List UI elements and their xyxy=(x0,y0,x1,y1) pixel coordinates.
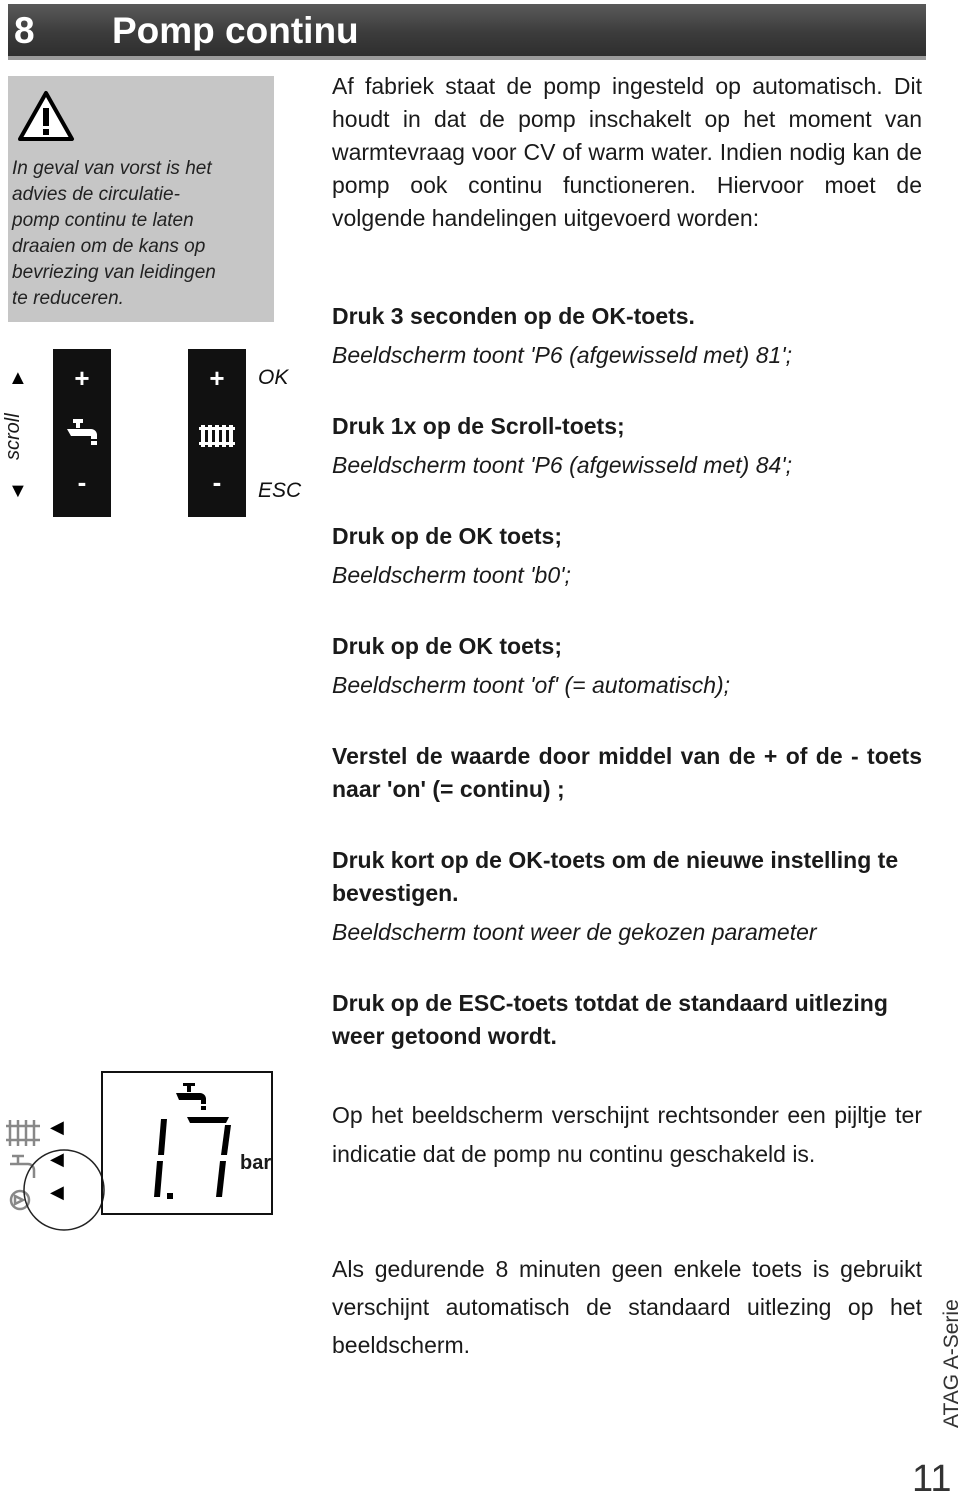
step-result: Beeldscherm toont 'b0'; xyxy=(332,562,571,588)
note-text: Op het beeldscherm verschijnt rechtsonder een pijltje ter indicatie dat de pomp nu continu geschakeld is. xyxy=(332,1102,922,1167)
tap-icon xyxy=(65,417,101,449)
indicator-arrow-icon: ◀ xyxy=(50,1149,64,1169)
step-3 xyxy=(332,520,922,592)
step-action: Druk op de OK toets; xyxy=(332,633,563,659)
display-value-digits xyxy=(147,1115,237,1205)
warning-line: draaien om de kans op xyxy=(12,236,206,257)
note-text: Als gedurende 8 minuten geen enkele toets is gebruikt verschijnt automatisch de standaard uitlezing op het beeldscherm. xyxy=(332,1256,922,1358)
warning-line: advies de circulatie- xyxy=(12,184,180,205)
scroll-label: scroll xyxy=(2,413,24,460)
plus-icon: + xyxy=(209,363,225,393)
indicator-arrow-icon: ◀ xyxy=(50,1182,64,1202)
step-action: Druk op de ESC-toets totdat de standaard uitlezing weer getoond wordt. xyxy=(332,990,888,1049)
boiler-display xyxy=(101,1071,273,1215)
step-result: Beeldscherm toont 'P6 (afgewisseld met) 84'; xyxy=(332,452,793,478)
intro-text: Af fabriek staat de pomp ingesteld op automatisch. Dit houdt in dat de pomp inschakelt op het moment van warmtevraag voor CV of warm water. Indien nodig kan de pomp ook continu functioneren. Hiervoor moet de volgende handelingen uitgevoerd worden: xyxy=(332,73,922,231)
intro-paragraph xyxy=(332,70,922,235)
indicator-arrow-icon: ◀ xyxy=(50,1117,64,1137)
step-7 xyxy=(332,987,922,1053)
section-title: Pomp continu xyxy=(112,10,359,51)
minus-icon: - xyxy=(212,467,222,497)
heating-button-panel xyxy=(188,349,246,517)
step-result: Beeldscherm toont weer de gekozen parameter xyxy=(332,919,817,945)
section-header xyxy=(8,4,926,60)
scroll-down-arrow-icon: ▼ xyxy=(8,480,28,502)
minus-icon: - xyxy=(77,467,87,497)
display-unit: bar xyxy=(240,1152,272,1174)
step-action: Verstel de waarde door middel van de + of de - toets naar 'on' (= continu) ; xyxy=(332,743,922,802)
step-action: Druk 1x op de Scroll-toets; xyxy=(332,413,625,439)
step-5 xyxy=(332,740,922,806)
note-continuous xyxy=(332,1096,922,1174)
warning-triangle-icon xyxy=(18,90,74,142)
note-timeout xyxy=(332,1250,922,1364)
warning-line: pomp continu te laten xyxy=(12,210,194,231)
hot-water-button-panel xyxy=(53,349,111,517)
warning-line: te reduceren. xyxy=(12,288,124,309)
warning-line: In geval van vorst is het xyxy=(12,158,212,179)
page-number: 11 xyxy=(912,1458,952,1500)
highlight-circle xyxy=(22,1138,106,1242)
step-1 xyxy=(332,300,922,372)
step-4 xyxy=(332,630,922,702)
step-action: Druk kort op de OK-toets om de nieuwe instelling te bevestigen. xyxy=(332,847,899,906)
step-6 xyxy=(332,844,922,949)
step-result: Beeldscherm toont 'P6 (afgewisseld met) 81'; xyxy=(332,342,793,368)
section-number: 8 xyxy=(14,10,35,51)
esc-label: ESC xyxy=(258,479,302,502)
brand-label: ATAG A-Serie xyxy=(940,1299,963,1428)
step-action: Druk op de OK toets; xyxy=(332,523,563,549)
plus-icon: + xyxy=(74,363,90,393)
ok-label: OK xyxy=(258,366,289,389)
warning-line: bevriezing van leidingen xyxy=(12,262,216,283)
scroll-up-arrow-icon: ▲ xyxy=(8,367,28,389)
step-result: Beeldscherm toont 'of' (= automatisch); xyxy=(332,672,731,698)
tap-icon xyxy=(173,1081,211,1113)
radiator-icon xyxy=(199,423,235,449)
step-action: Druk 3 seconden op de OK-toets. xyxy=(332,303,695,329)
step-2 xyxy=(332,410,922,482)
